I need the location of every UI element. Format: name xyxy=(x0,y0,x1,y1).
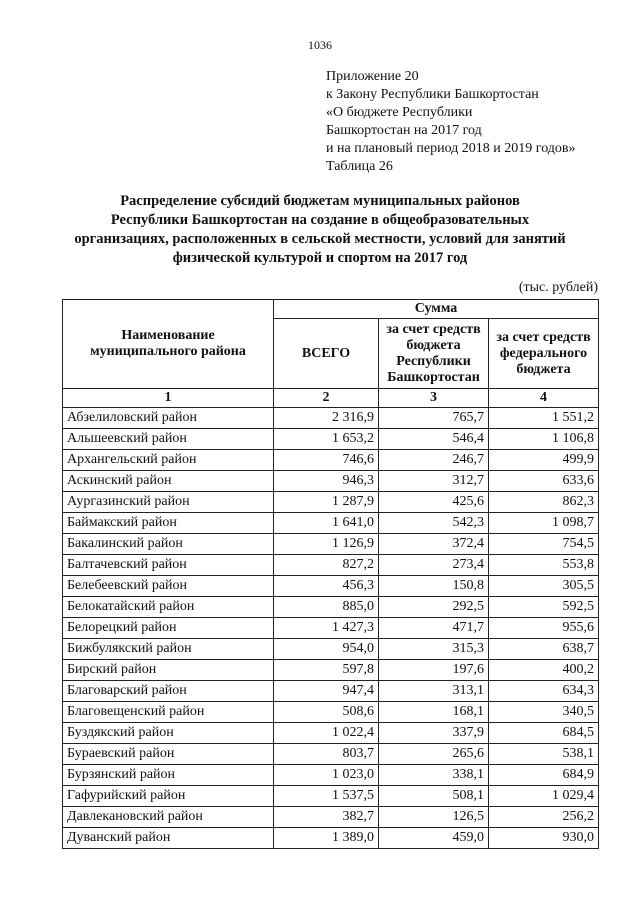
republic-budget-cell: 197,6 xyxy=(379,660,489,681)
federal-budget-cell: 499,9 xyxy=(489,450,599,471)
district-name-cell: Бураевский район xyxy=(63,744,274,765)
appendix-line: Приложение 20 xyxy=(326,69,419,84)
district-name-cell: Абзелиловский район xyxy=(63,408,274,429)
appendix-line: к Закону Республики Башкортостан xyxy=(326,87,539,102)
total-cell: 1 641,0 xyxy=(274,513,379,534)
table-row xyxy=(63,534,599,555)
republic-budget-cell: 150,8 xyxy=(379,576,489,597)
total-cell: 803,7 xyxy=(274,744,379,765)
table-row xyxy=(63,681,599,702)
total-cell: 885,0 xyxy=(274,597,379,618)
federal-budget-cell: 634,3 xyxy=(489,681,599,702)
total-cell: 1 023,0 xyxy=(274,765,379,786)
district-name-cell: Бирский район xyxy=(63,660,274,681)
republic-budget-cell: 372,4 xyxy=(379,534,489,555)
district-name-cell: Гафурийский район xyxy=(63,786,274,807)
republic-budget-cell: 542,3 xyxy=(379,513,489,534)
republic-budget-cell: 471,7 xyxy=(379,618,489,639)
total-cell: 1 389,0 xyxy=(274,828,379,849)
total-cell: 947,4 xyxy=(274,681,379,702)
district-name-cell: Бурзянский район xyxy=(63,765,274,786)
republic-budget-cell: 546,4 xyxy=(379,429,489,450)
table-row xyxy=(63,807,599,828)
appendix-line: и на плановый период 2018 и 2019 годов» xyxy=(326,141,576,156)
page-number: 1036 xyxy=(308,38,332,52)
appendix-line: Башкортостан на 2017 год xyxy=(326,123,482,138)
appendix-line: «О бюджете Республики xyxy=(326,105,473,120)
table-row xyxy=(63,576,599,597)
district-name-cell: Альшеевский район xyxy=(63,429,274,450)
table-row xyxy=(63,828,599,849)
federal-budget-cell: 955,6 xyxy=(489,618,599,639)
district-name-cell: Благоварский район xyxy=(63,681,274,702)
subsidy-table xyxy=(62,299,599,849)
district-name-cell: Давлекановский район xyxy=(63,807,274,828)
federal-budget-cell: 930,0 xyxy=(489,828,599,849)
total-cell: 746,6 xyxy=(274,450,379,471)
district-name-cell: Белорецкий район xyxy=(63,618,274,639)
republic-budget-cell: 338,1 xyxy=(379,765,489,786)
federal-budget-cell: 754,5 xyxy=(489,534,599,555)
title-line: Республики Башкортостан на создание в общеобразовательных xyxy=(110,212,530,228)
total-cell: 2 316,9 xyxy=(274,408,379,429)
republic-budget-cell: 292,5 xyxy=(379,597,489,618)
total-cell: 1 537,5 xyxy=(274,786,379,807)
header-total: ВСЕГО xyxy=(274,319,379,389)
federal-budget-cell: 1 029,4 xyxy=(489,786,599,807)
header-sum: Сумма xyxy=(274,300,599,319)
column-number: 1 xyxy=(63,389,274,408)
table-row xyxy=(63,765,599,786)
district-name-cell: Аургазинский район xyxy=(63,492,274,513)
total-cell: 1 287,9 xyxy=(274,492,379,513)
federal-budget-cell: 1 106,8 xyxy=(489,429,599,450)
table-row xyxy=(63,786,599,807)
federal-budget-cell: 684,9 xyxy=(489,765,599,786)
federal-budget-cell: 1 551,2 xyxy=(489,408,599,429)
republic-budget-cell: 273,4 xyxy=(379,555,489,576)
district-name-cell: Дуванский район xyxy=(63,828,274,849)
column-number: 3 xyxy=(379,389,489,408)
district-name-cell: Бижбулякский район xyxy=(63,639,274,660)
total-cell: 597,8 xyxy=(274,660,379,681)
republic-budget-cell: 765,7 xyxy=(379,408,489,429)
table-row xyxy=(63,555,599,576)
total-cell: 382,7 xyxy=(274,807,379,828)
federal-budget-cell: 553,8 xyxy=(489,555,599,576)
republic-budget-cell: 315,3 xyxy=(379,639,489,660)
republic-budget-cell: 459,0 xyxy=(379,828,489,849)
header-republic-budget: за счет средств бюджета Республики Башкортостан xyxy=(379,319,489,389)
federal-budget-cell: 538,1 xyxy=(489,744,599,765)
republic-budget-cell: 508,1 xyxy=(379,786,489,807)
total-cell: 946,3 xyxy=(274,471,379,492)
district-name-cell: Благовещенский район xyxy=(63,702,274,723)
total-cell: 827,2 xyxy=(274,555,379,576)
document-title xyxy=(60,192,580,268)
federal-budget-cell: 862,3 xyxy=(489,492,599,513)
republic-budget-cell: 337,9 xyxy=(379,723,489,744)
district-name-cell: Белокатайский район xyxy=(63,597,274,618)
table-row xyxy=(63,660,599,681)
title-line: Распределение субсидий бюджетам муниципальных районов xyxy=(120,193,520,209)
table-row xyxy=(63,618,599,639)
republic-budget-cell: 425,6 xyxy=(379,492,489,513)
federal-budget-cell: 256,2 xyxy=(489,807,599,828)
total-cell: 1 022,4 xyxy=(274,723,379,744)
table-row xyxy=(63,492,599,513)
total-cell: 508,6 xyxy=(274,702,379,723)
column-number: 4 xyxy=(489,389,599,408)
table-row xyxy=(63,723,599,744)
title-line: физической культурой и спортом на 2017 год xyxy=(172,250,468,266)
table-row xyxy=(63,597,599,618)
table-row xyxy=(63,408,599,429)
federal-budget-cell: 305,5 xyxy=(489,576,599,597)
appendix-reference xyxy=(326,68,576,176)
header-federal-budget: за счет средств федерального бюджета xyxy=(489,319,599,389)
total-cell: 1 653,2 xyxy=(274,429,379,450)
table-row xyxy=(63,450,599,471)
district-name-cell: Бакалинский район xyxy=(63,534,274,555)
total-cell: 954,0 xyxy=(274,639,379,660)
table-row xyxy=(63,471,599,492)
table-row xyxy=(63,744,599,765)
district-name-cell: Буздякский район xyxy=(63,723,274,744)
table-body xyxy=(63,408,599,849)
district-name-cell: Балтачевский район xyxy=(63,555,274,576)
district-name-cell: Архангельский район xyxy=(63,450,274,471)
table-row xyxy=(63,639,599,660)
table-row xyxy=(63,702,599,723)
header-district-name: Наименование муниципального района xyxy=(63,300,274,389)
appendix-line: Таблица 26 xyxy=(326,159,393,174)
table-row xyxy=(63,429,599,450)
district-name-cell: Аскинский район xyxy=(63,471,274,492)
federal-budget-cell: 592,5 xyxy=(489,597,599,618)
federal-budget-cell: 340,5 xyxy=(489,702,599,723)
total-cell: 1 126,9 xyxy=(274,534,379,555)
total-cell: 456,3 xyxy=(274,576,379,597)
table-row xyxy=(63,513,599,534)
republic-budget-cell: 246,7 xyxy=(379,450,489,471)
units-label: (тыс. рублей) xyxy=(518,280,598,295)
federal-budget-cell: 400,2 xyxy=(489,660,599,681)
federal-budget-cell: 1 098,7 xyxy=(489,513,599,534)
column-number: 2 xyxy=(274,389,379,408)
federal-budget-cell: 633,6 xyxy=(489,471,599,492)
district-name-cell: Белебеевский район xyxy=(63,576,274,597)
republic-budget-cell: 126,5 xyxy=(379,807,489,828)
republic-budget-cell: 312,7 xyxy=(379,471,489,492)
republic-budget-cell: 265,6 xyxy=(379,744,489,765)
federal-budget-cell: 638,7 xyxy=(489,639,599,660)
total-cell: 1 427,3 xyxy=(274,618,379,639)
federal-budget-cell: 684,5 xyxy=(489,723,599,744)
republic-budget-cell: 313,1 xyxy=(379,681,489,702)
republic-budget-cell: 168,1 xyxy=(379,702,489,723)
district-name-cell: Баймакский район xyxy=(63,513,274,534)
title-line: организациях, расположенных в сельской местности, условий для занятий xyxy=(74,231,566,247)
